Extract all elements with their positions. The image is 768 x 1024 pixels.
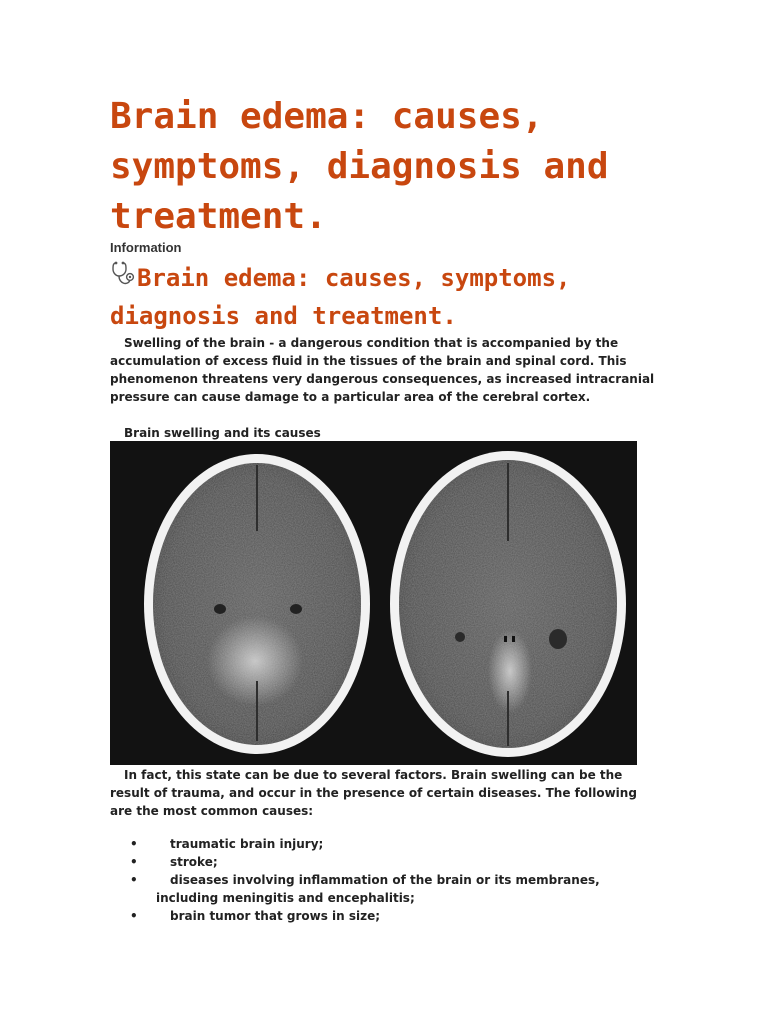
page-title: Brain edema: causes, symptoms, diagnosis and treatment.: [110, 96, 609, 237]
list-item: [110, 871, 655, 907]
causes-list: [110, 835, 655, 925]
category-label: Information: [110, 240, 182, 255]
left-scan: [144, 454, 370, 754]
bullet: •: [130, 855, 138, 869]
stethoscope-icon: [110, 260, 136, 290]
list-item: [110, 853, 655, 871]
bullet: •: [130, 909, 138, 923]
right-scan: [390, 451, 626, 757]
bullet: •: [130, 873, 138, 887]
list-item-text: traumatic brain injury;: [170, 837, 324, 851]
list-item: [110, 907, 655, 925]
section-label: Brain swelling and its causes: [124, 426, 321, 440]
brain-ct-scan-image: [110, 441, 637, 765]
list-item-text: brain tumor that grows in size;: [170, 909, 381, 923]
article-subtitle: [110, 259, 670, 335]
list-item-text: diseases involving inflammation of the brain or its membranes, including meningitis and encephalitis;: [156, 873, 600, 905]
bullet: •: [130, 837, 138, 851]
intro-paragraph: Swelling of the brain - a dangerous condition that is accompanied by the accumulation of excess fluid in the tissues of the brain and spinal cord. This phenomenon threatens very dangerous consequences, as increased intracranial pressure can cause damage to a particular area of the cerebral cortex.: [110, 336, 655, 404]
list-item: [110, 835, 655, 853]
factors-paragraph: In fact, this state can be due to several factors. Brain swelling can be the result of trauma, and occur in the presence of certain diseases. The following are the most common causes:: [110, 768, 637, 818]
list-item-text: stroke;: [170, 855, 218, 869]
article-subtitle-text: Brain edema: causes, symptoms, diagnosis and treatment.: [110, 264, 571, 330]
